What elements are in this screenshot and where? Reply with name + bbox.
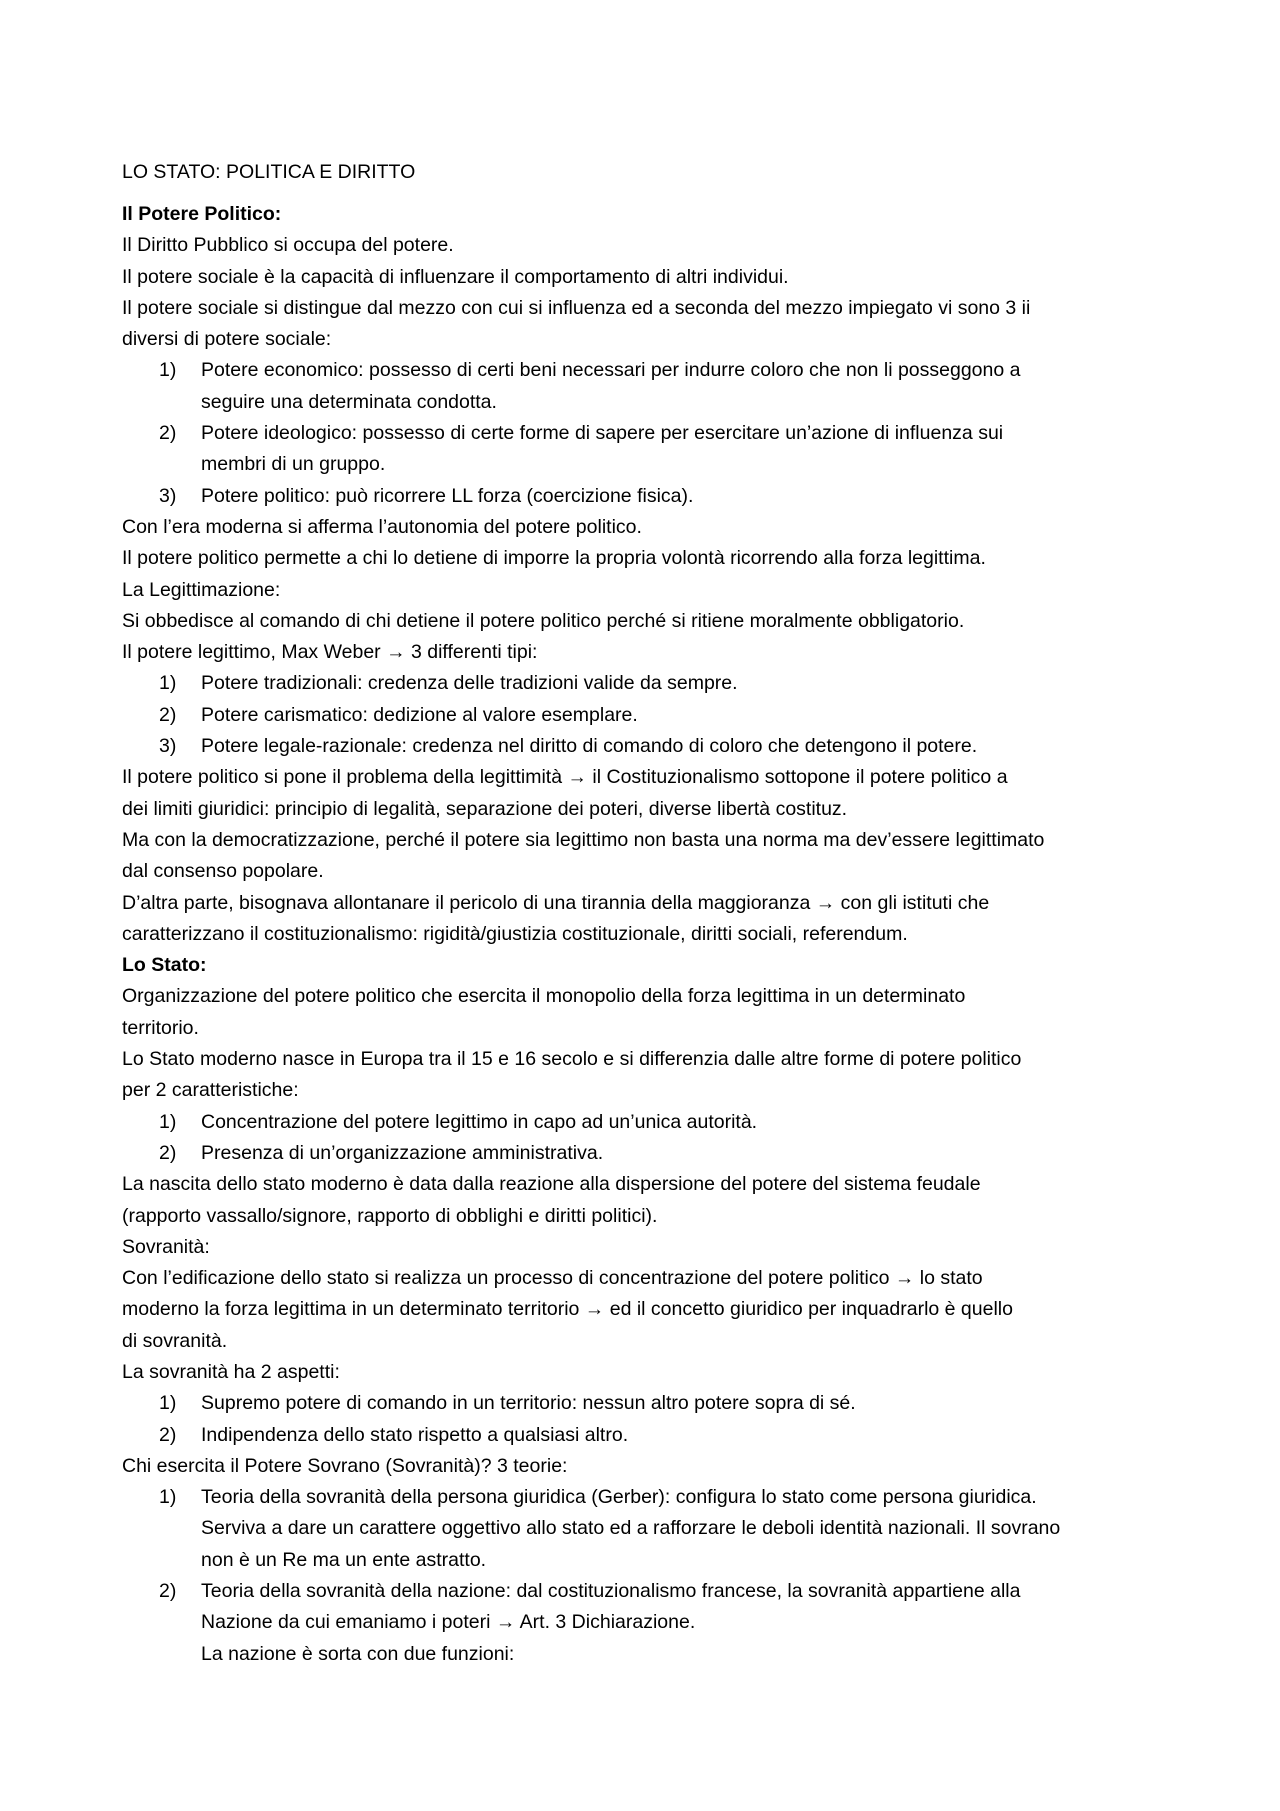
list-number: 1): [159, 1392, 177, 1415]
list-text-line: Potere ideologico: possesso di certe forme di sapere per esercitare un’azione di influenza sui: [201, 422, 1004, 445]
paragraph-line: Si obbedisce al comando di chi detiene il potere politico perché si ritiene moralmente obbligatorio.: [122, 609, 965, 632]
list-text-line: Presenza di un’organizzazione amministrativa.: [201, 1141, 604, 1164]
list-number: 3): [159, 735, 177, 758]
list-number: 2): [159, 703, 177, 726]
paragraph-line: Il potere sociale è la capacità di influenzare il comportamento di altri individui.: [122, 265, 789, 288]
list-item: [122, 1107, 1182, 1138]
list-text-line: Concentrazione del potere legittimo in capo ad un’unica autorità.: [201, 1110, 758, 1133]
paragraph-line: moderno la forza legittima in un determinato territorio → ed il concetto giuridico per inquadrarlo è quello: [122, 1298, 1013, 1321]
list-text-line: membri di un gruppo.: [201, 453, 386, 476]
paragraph-line: La sovranità ha 2 aspetti:: [122, 1360, 340, 1383]
list-text-line: Potere carismatico: dedizione al valore esemplare.: [201, 703, 638, 726]
document-title: LO STATO: POLITICA E DIRITTO: [122, 161, 416, 183]
paragraph-line: Il Diritto Pubblico si occupa del potere.: [122, 234, 454, 257]
paragraph-line: di sovranità.: [122, 1329, 228, 1352]
list-item: [122, 355, 1182, 418]
list-number: 1): [159, 1486, 177, 1509]
list-text-line: Nazione da cui emaniamo i poteri → Art. 3 Dichiarazione.: [201, 1611, 696, 1634]
list-number: 1): [159, 1110, 177, 1133]
paragraph-line: Il potere legittimo, Max Weber → 3 differenti tipi:: [122, 641, 538, 664]
section-heading-potere-politico: Il Potere Politico:: [122, 203, 282, 225]
list-number: 2): [159, 422, 177, 445]
list-text-line: Teoria della sovranità della nazione: dal costituzionalismo francese, la sovranità appartiene alla: [201, 1580, 1021, 1603]
paragraph-line: (rapporto vassallo/signore, rapporto di obblighi e diritti politici).: [122, 1204, 658, 1227]
list-text-line: Teoria della sovranità della persona giuridica (Gerber): configura lo stato come persona giuridica.: [201, 1486, 1037, 1509]
paragraph-line: diversi di potere sociale:: [122, 328, 332, 351]
paragraph-line: Con l’era moderna si afferma l’autonomia del potere politico.: [122, 515, 642, 538]
section-heading-lo-stato: Lo Stato:: [122, 954, 207, 977]
list-item: [122, 481, 1182, 512]
paragraph-line: dei limiti giuridici: principio di legalità, separazione dei poteri, diverse libertà costituz.: [122, 797, 848, 820]
paragraph-line: Il potere sociale si distingue dal mezzo con cui si influenza ed a seconda del mezzo impiegato vi sono 3 ii: [122, 296, 1031, 319]
list-continuation-line: La nazione è sorta con due funzioni:: [201, 1642, 515, 1665]
list-item: [122, 731, 1182, 762]
paragraph-line: Organizzazione del potere politico che esercita il monopolio della forza legittima in un determinato: [122, 985, 966, 1008]
paragraph-line: territorio.: [122, 1016, 199, 1039]
list-item: [122, 1576, 1182, 1639]
list-text-line: Potere economico: possesso di certi beni necessari per indurre coloro che non li posseggono a: [201, 359, 1021, 382]
paragraph-line: Il potere politico permette a chi lo detiene di imporre la propria volontà ricorrendo alla forza legittima.: [122, 547, 986, 570]
paragraph-line: caratterizzano il costituzionalismo: rigidità/giustizia costituzionale, diritti sociali, referendum.: [122, 922, 908, 945]
list-item: [122, 700, 1182, 731]
list-number: 1): [159, 672, 177, 695]
list-item: [122, 668, 1182, 699]
list-item: [122, 1388, 1182, 1419]
paragraph-line: Il potere politico si pone il problema della legittimità → il Costituzionalismo sottopone il potere politico a: [122, 766, 1008, 789]
list-number: 1): [159, 359, 177, 382]
list-item: [122, 1420, 1182, 1451]
list-text-line: Potere legale-razionale: credenza nel diritto di comando di coloro che detengono il potere.: [201, 735, 978, 758]
section-heading-sovranita: Sovranità:: [122, 1235, 210, 1258]
list-item: [122, 1482, 1182, 1576]
list-text-line: Potere tradizionali: credenza delle tradizioni valide da sempre.: [201, 672, 738, 695]
document-body: [122, 157, 1182, 1670]
list-text-line: seguire una determinata condotta.: [201, 390, 497, 413]
paragraph-line: Chi esercita il Potere Sovrano (Sovranità)? 3 teorie:: [122, 1454, 568, 1477]
list-item: [122, 1138, 1182, 1169]
list-text-line: non è un Re ma un ente astratto.: [201, 1548, 487, 1571]
section-heading-legittimazione: La Legittimazione:: [122, 578, 281, 601]
paragraph-line: D’altra parte, bisognava allontanare il pericolo di una tirannia della maggioranza → con gli istituti che: [122, 891, 990, 914]
list-text-line: Potere politico: può ricorrere LL forza (coercizione fisica).: [201, 484, 694, 507]
paragraph-line: dal consenso popolare.: [122, 860, 324, 883]
list-number: 2): [159, 1423, 177, 1446]
list-number: 2): [159, 1141, 177, 1164]
list-text-line: Serviva a dare un carattere oggettivo allo stato ed a rafforzare le deboli identità nazionali. Il sovrano: [201, 1517, 1061, 1540]
list-text-line: Indipendenza dello stato rispetto a qualsiasi altro.: [201, 1423, 629, 1446]
list-item: [122, 418, 1182, 481]
list-text-line: Supremo potere di comando in un territorio: nessun altro potere sopra di sé.: [201, 1392, 856, 1415]
list-number: 2): [159, 1580, 177, 1603]
paragraph-line: Ma con la democratizzazione, perché il potere sia legittimo non basta una norma ma dev’essere legittimato: [122, 828, 1045, 851]
paragraph-line: La nascita dello stato moderno è data dalla reazione alla dispersione del potere del sistema feudale: [122, 1173, 981, 1196]
list-number: 3): [159, 484, 177, 507]
paragraph-line: Lo Stato moderno nasce in Europa tra il 15 e 16 secolo e si differenzia dalle altre forme di potere politico: [122, 1048, 1022, 1071]
paragraph-line: Con l’edificazione dello stato si realizza un processo di concentrazione del potere politico → lo stato: [122, 1267, 983, 1290]
paragraph-line: per 2 caratteristiche:: [122, 1079, 299, 1102]
